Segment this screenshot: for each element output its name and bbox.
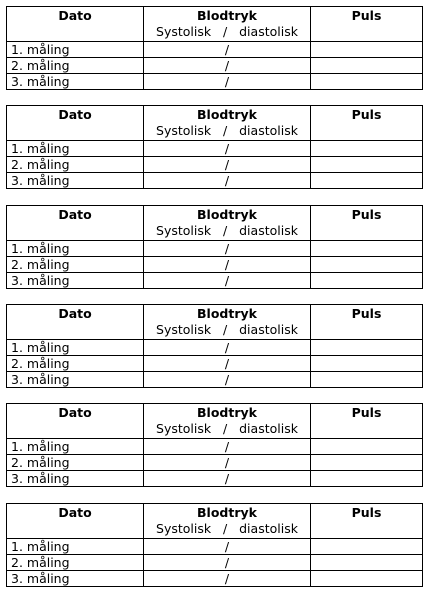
pulse-entry-cell[interactable] xyxy=(311,58,423,74)
blodtryk-header xyxy=(144,504,311,539)
table-row xyxy=(7,340,423,356)
table-row xyxy=(7,555,423,571)
table-header-row xyxy=(7,106,423,141)
diastolisk-label: diastolisk xyxy=(239,521,298,536)
systolisk-label: Systolisk xyxy=(156,223,212,238)
table-row xyxy=(7,356,423,372)
measurement-table-1 xyxy=(6,6,423,90)
pulse-entry-cell[interactable] xyxy=(311,173,423,189)
puls-header: Puls xyxy=(311,206,423,241)
blodtryk-header xyxy=(144,305,311,340)
blodtryk-title: Blodtryk xyxy=(197,505,257,520)
table-row xyxy=(7,58,423,74)
blood-pressure-entry-cell[interactable]: / xyxy=(144,241,311,257)
table-header-row xyxy=(7,305,423,340)
table-row xyxy=(7,141,423,157)
measurement-label: 3. måling xyxy=(7,372,144,388)
puls-header: Puls xyxy=(311,305,423,340)
systolisk-label: Systolisk xyxy=(156,123,212,138)
blood-pressure-entry-cell[interactable]: / xyxy=(144,455,311,471)
systolisk-label: Systolisk xyxy=(156,521,212,536)
blood-pressure-entry-cell[interactable]: / xyxy=(144,257,311,273)
measurement-label: 2. måling xyxy=(7,555,144,571)
blood-pressure-entry-cell[interactable]: / xyxy=(144,173,311,189)
table-header-row xyxy=(7,404,423,439)
puls-header: Puls xyxy=(311,504,423,539)
blood-pressure-entry-cell[interactable]: / xyxy=(144,74,311,90)
header-separator: / xyxy=(223,521,228,536)
measurement-label: 1. måling xyxy=(7,340,144,356)
table-row xyxy=(7,471,423,487)
blodtryk-title: Blodtryk xyxy=(197,107,257,122)
blodtryk-header xyxy=(144,7,311,42)
pulse-entry-cell[interactable] xyxy=(311,157,423,173)
table-row xyxy=(7,42,423,58)
header-separator: / xyxy=(223,24,228,39)
pulse-entry-cell[interactable] xyxy=(311,241,423,257)
header-separator: / xyxy=(223,322,228,337)
pulse-entry-cell[interactable] xyxy=(311,340,423,356)
blood-pressure-entry-cell[interactable]: / xyxy=(144,539,311,555)
table-header-row xyxy=(7,7,423,42)
blood-pressure-entry-cell[interactable]: / xyxy=(144,42,311,58)
blood-pressure-entry-cell[interactable]: / xyxy=(144,58,311,74)
diastolisk-label: diastolisk xyxy=(239,223,298,238)
blood-pressure-entry-cell[interactable]: / xyxy=(144,157,311,173)
puls-header: Puls xyxy=(311,106,423,141)
dato-header: Dato xyxy=(7,7,144,42)
blodtryk-subheader xyxy=(144,420,310,436)
blodtryk-header xyxy=(144,206,311,241)
table-row xyxy=(7,539,423,555)
blodtryk-title: Blodtryk xyxy=(197,207,257,222)
table-header-row xyxy=(7,206,423,241)
measurement-label: 1. måling xyxy=(7,439,144,455)
blodtryk-header xyxy=(144,106,311,141)
pulse-entry-cell[interactable] xyxy=(311,471,423,487)
blood-pressure-entry-cell[interactable]: / xyxy=(144,340,311,356)
measurement-label: 2. måling xyxy=(7,455,144,471)
table-row xyxy=(7,74,423,90)
pulse-entry-cell[interactable] xyxy=(311,42,423,58)
measurement-label: 2. måling xyxy=(7,58,144,74)
table-row xyxy=(7,157,423,173)
measurement-label: 3. måling xyxy=(7,74,144,90)
measurement-table-3 xyxy=(6,205,423,289)
pulse-entry-cell[interactable] xyxy=(311,455,423,471)
table-row xyxy=(7,571,423,587)
table-row xyxy=(7,372,423,388)
blodtryk-subheader xyxy=(144,222,310,238)
pulse-entry-cell[interactable] xyxy=(311,273,423,289)
table-row xyxy=(7,257,423,273)
measurement-label: 2. måling xyxy=(7,157,144,173)
measurement-label: 1. måling xyxy=(7,539,144,555)
pulse-entry-cell[interactable] xyxy=(311,74,423,90)
header-separator: / xyxy=(223,123,228,138)
measurement-label: 1. måling xyxy=(7,241,144,257)
pulse-entry-cell[interactable] xyxy=(311,439,423,455)
measurement-table-6 xyxy=(6,503,423,587)
puls-header: Puls xyxy=(311,404,423,439)
blood-pressure-entry-cell[interactable]: / xyxy=(144,555,311,571)
header-separator: / xyxy=(223,421,228,436)
blood-pressure-entry-cell[interactable]: / xyxy=(144,372,311,388)
systolisk-label: Systolisk xyxy=(156,322,212,337)
dato-header: Dato xyxy=(7,504,144,539)
pulse-entry-cell[interactable] xyxy=(311,257,423,273)
table-row xyxy=(7,173,423,189)
blood-pressure-entry-cell[interactable]: / xyxy=(144,141,311,157)
measurement-label: 1. måling xyxy=(7,141,144,157)
blood-pressure-entry-cell[interactable]: / xyxy=(144,356,311,372)
systolisk-label: Systolisk xyxy=(156,24,212,39)
measurement-label: 1. måling xyxy=(7,42,144,58)
measurement-label: 3. måling xyxy=(7,471,144,487)
measurement-table-5 xyxy=(6,403,423,487)
dato-header: Dato xyxy=(7,305,144,340)
measurement-table-2 xyxy=(6,105,423,189)
diastolisk-label: diastolisk xyxy=(239,123,298,138)
blood-pressure-entry-cell[interactable]: / xyxy=(144,471,311,487)
systolisk-label: Systolisk xyxy=(156,421,212,436)
measurement-label: 3. måling xyxy=(7,273,144,289)
blood-pressure-entry-cell[interactable]: / xyxy=(144,273,311,289)
blodtryk-subheader xyxy=(144,122,310,138)
dato-header: Dato xyxy=(7,206,144,241)
table-row xyxy=(7,439,423,455)
diastolisk-label: diastolisk xyxy=(239,421,298,436)
blodtryk-subheader xyxy=(144,520,310,536)
pulse-entry-cell[interactable] xyxy=(311,372,423,388)
diastolisk-label: diastolisk xyxy=(239,322,298,337)
measurement-label: 2. måling xyxy=(7,257,144,273)
table-row xyxy=(7,455,423,471)
pulse-entry-cell[interactable] xyxy=(311,571,423,587)
blodtryk-header xyxy=(144,404,311,439)
blodtryk-title: Blodtryk xyxy=(197,306,257,321)
blood-pressure-entry-cell[interactable]: / xyxy=(144,571,311,587)
blodtryk-title: Blodtryk xyxy=(197,8,257,23)
blood-pressure-entry-cell[interactable]: / xyxy=(144,439,311,455)
pulse-entry-cell[interactable] xyxy=(311,555,423,571)
pulse-entry-cell[interactable] xyxy=(311,356,423,372)
puls-header: Puls xyxy=(311,7,423,42)
blodtryk-subheader xyxy=(144,321,310,337)
header-separator: / xyxy=(223,223,228,238)
blodtryk-title: Blodtryk xyxy=(197,405,257,420)
blodtryk-subheader xyxy=(144,23,310,39)
measurement-label: 3. måling xyxy=(7,571,144,587)
dato-header: Dato xyxy=(7,106,144,141)
measurement-table-4 xyxy=(6,304,423,388)
pulse-entry-cell[interactable] xyxy=(311,539,423,555)
table-header-row xyxy=(7,504,423,539)
table-row xyxy=(7,273,423,289)
measurement-label: 2. måling xyxy=(7,356,144,372)
measurement-label: 3. måling xyxy=(7,173,144,189)
pulse-entry-cell[interactable] xyxy=(311,141,423,157)
dato-header: Dato xyxy=(7,404,144,439)
table-row xyxy=(7,241,423,257)
diastolisk-label: diastolisk xyxy=(239,24,298,39)
